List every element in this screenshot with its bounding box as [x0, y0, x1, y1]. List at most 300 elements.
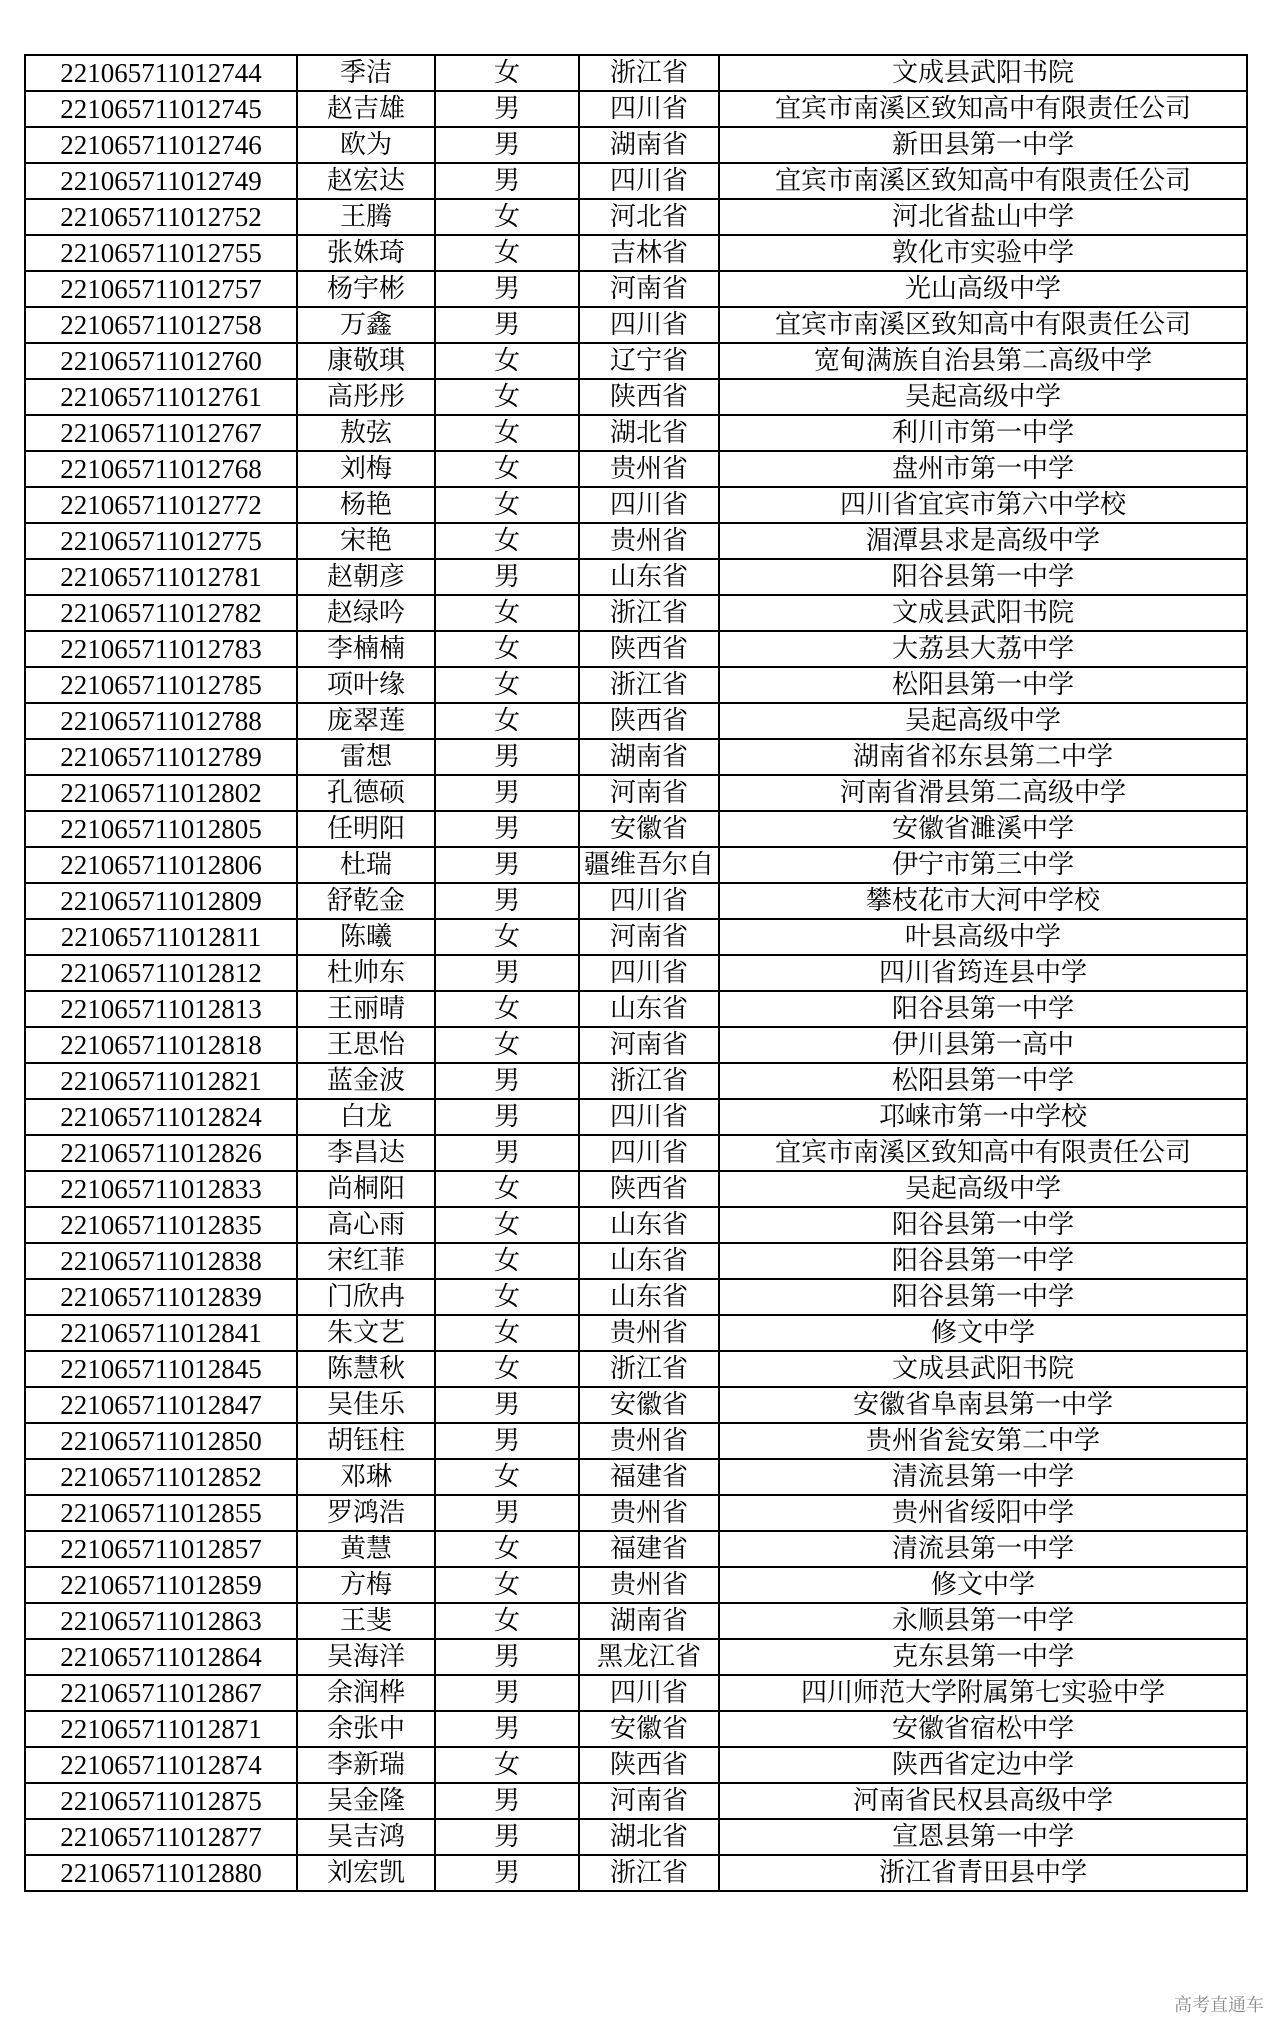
- province-cell: 福建省: [579, 1459, 719, 1495]
- table-row: [25, 1279, 1247, 1315]
- gender-cell: 男: [435, 1063, 579, 1099]
- school-cell: 安徽省阜南县第一中学: [719, 1387, 1247, 1423]
- school-cell: 永顺县第一中学: [719, 1603, 1247, 1639]
- student-name-cell: 赵吉雄: [297, 91, 435, 127]
- table-row: [25, 1423, 1247, 1459]
- gender-cell: 男: [435, 883, 579, 919]
- school-cell: 清流县第一中学: [719, 1531, 1247, 1567]
- roster-sheet: [24, 54, 1246, 1892]
- school-cell: 宣恩县第一中学: [719, 1819, 1247, 1855]
- table-row: [25, 91, 1247, 127]
- candidate-id-cell: 221065711012841: [25, 1315, 297, 1351]
- school-cell: 陕西省定边中学: [719, 1747, 1247, 1783]
- gender-cell: 男: [435, 775, 579, 811]
- school-cell: 河南省滑县第二高级中学: [719, 775, 1247, 811]
- province-cell: 四川省: [579, 883, 719, 919]
- student-name-cell: 杨宇彬: [297, 271, 435, 307]
- table-row: [25, 883, 1247, 919]
- candidate-id-cell: 221065711012775: [25, 523, 297, 559]
- roster-table-body: [25, 55, 1247, 1891]
- student-name-cell: 罗鸿浩: [297, 1495, 435, 1531]
- province-cell: 湖南省: [579, 127, 719, 163]
- gender-cell: 女: [435, 703, 579, 739]
- student-name-cell: 王腾: [297, 199, 435, 235]
- province-cell: 四川省: [579, 1675, 719, 1711]
- province-cell: 四川省: [579, 163, 719, 199]
- province-cell: 吉林省: [579, 235, 719, 271]
- candidate-id-cell: 221065711012806: [25, 847, 297, 883]
- province-cell: 山东省: [579, 1207, 719, 1243]
- candidate-id-cell: 221065711012746: [25, 127, 297, 163]
- table-row: [25, 1063, 1247, 1099]
- student-name-cell: 赵朝彦: [297, 559, 435, 595]
- candidate-id-cell: 221065711012852: [25, 1459, 297, 1495]
- gender-cell: 男: [435, 955, 579, 991]
- school-cell: 吴起高级中学: [719, 1171, 1247, 1207]
- candidate-id-cell: 221065711012839: [25, 1279, 297, 1315]
- school-cell: 安徽省濉溪中学: [719, 811, 1247, 847]
- student-name-cell: 吴佳乐: [297, 1387, 435, 1423]
- province-cell: 湖南省: [579, 739, 719, 775]
- province-cell: 四川省: [579, 91, 719, 127]
- table-row: [25, 595, 1247, 631]
- candidate-id-cell: 221065711012847: [25, 1387, 297, 1423]
- gender-cell: 男: [435, 739, 579, 775]
- candidate-id-cell: 221065711012760: [25, 343, 297, 379]
- province-cell: 湖南省: [579, 1603, 719, 1639]
- student-name-cell: 胡钰柱: [297, 1423, 435, 1459]
- province-cell: 山东省: [579, 559, 719, 595]
- province-cell: 河南省: [579, 775, 719, 811]
- student-name-cell: 方梅: [297, 1567, 435, 1603]
- gender-cell: 女: [435, 1459, 579, 1495]
- school-cell: 利川市第一中学: [719, 415, 1247, 451]
- province-cell: 福建省: [579, 1531, 719, 1567]
- candidate-id-cell: 221065711012818: [25, 1027, 297, 1063]
- student-name-cell: 项叶缘: [297, 667, 435, 703]
- table-row: [25, 1027, 1247, 1063]
- table-row: [25, 127, 1247, 163]
- table-row: [25, 1351, 1247, 1387]
- gender-cell: 男: [435, 1783, 579, 1819]
- candidate-id-cell: 221065711012781: [25, 559, 297, 595]
- table-row: [25, 1711, 1247, 1747]
- school-cell: 宜宾市南溪区致知高中有限责任公司: [719, 307, 1247, 343]
- table-row: [25, 847, 1247, 883]
- watermark: 高考直通车: [1174, 1995, 1264, 2016]
- school-cell: 湖南省祁东县第二中学: [719, 739, 1247, 775]
- student-name-cell: 庞翠莲: [297, 703, 435, 739]
- candidate-id-cell: 221065711012782: [25, 595, 297, 631]
- table-row: [25, 523, 1247, 559]
- student-name-cell: 敖弦: [297, 415, 435, 451]
- province-cell: 安徽省: [579, 1387, 719, 1423]
- province-cell: 四川省: [579, 1135, 719, 1171]
- province-cell: 湖北省: [579, 415, 719, 451]
- gender-cell: 女: [435, 595, 579, 631]
- table-row: [25, 1135, 1247, 1171]
- table-row: [25, 991, 1247, 1027]
- school-cell: 宜宾市南溪区致知高中有限责任公司: [719, 1135, 1247, 1171]
- province-cell: 浙江省: [579, 1351, 719, 1387]
- table-row: [25, 1639, 1247, 1675]
- student-name-cell: 康敬琪: [297, 343, 435, 379]
- school-cell: 宽甸满族自治县第二高级中学: [719, 343, 1247, 379]
- gender-cell: 男: [435, 307, 579, 343]
- province-cell: 河南省: [579, 919, 719, 955]
- school-cell: 大荔县大荔中学: [719, 631, 1247, 667]
- table-row: [25, 919, 1247, 955]
- student-name-cell: 陈曦: [297, 919, 435, 955]
- school-cell: 贵州省瓮安第二中学: [719, 1423, 1247, 1459]
- province-cell: 黑龙江省: [579, 1639, 719, 1675]
- student-name-cell: 吴吉鸿: [297, 1819, 435, 1855]
- school-cell: 伊宁市第三中学: [719, 847, 1247, 883]
- gender-cell: 男: [435, 1639, 579, 1675]
- table-row: [25, 235, 1247, 271]
- school-cell: 阳谷县第一中学: [719, 991, 1247, 1027]
- gender-cell: 女: [435, 523, 579, 559]
- student-name-cell: 杜帅东: [297, 955, 435, 991]
- candidate-id-cell: 221065711012877: [25, 1819, 297, 1855]
- school-cell: 松阳县第一中学: [719, 667, 1247, 703]
- school-cell: 文成县武阳书院: [719, 55, 1247, 91]
- candidate-id-cell: 221065711012835: [25, 1207, 297, 1243]
- school-cell: 阳谷县第一中学: [719, 1243, 1247, 1279]
- gender-cell: 女: [435, 1567, 579, 1603]
- student-name-cell: 孔德硕: [297, 775, 435, 811]
- province-cell: 陕西省: [579, 1171, 719, 1207]
- table-row: [25, 1531, 1247, 1567]
- table-row: [25, 1819, 1247, 1855]
- table-row: [25, 1387, 1247, 1423]
- student-name-cell: 尚桐阳: [297, 1171, 435, 1207]
- province-cell: 山东省: [579, 1243, 719, 1279]
- school-cell: 文成县武阳书院: [719, 595, 1247, 631]
- school-cell: 宜宾市南溪区致知高中有限责任公司: [719, 163, 1247, 199]
- province-cell: 四川省: [579, 307, 719, 343]
- province-cell: 安徽省: [579, 811, 719, 847]
- school-cell: 四川省筠连县中学: [719, 955, 1247, 991]
- candidate-id-cell: 221065711012864: [25, 1639, 297, 1675]
- roster-table: [24, 54, 1248, 1892]
- student-name-cell: 余张中: [297, 1711, 435, 1747]
- school-cell: 清流县第一中学: [719, 1459, 1247, 1495]
- student-name-cell: 李昌达: [297, 1135, 435, 1171]
- province-cell: 浙江省: [579, 1855, 719, 1891]
- student-name-cell: 吴金隆: [297, 1783, 435, 1819]
- province-cell: 陕西省: [579, 379, 719, 415]
- student-name-cell: 赵绿吟: [297, 595, 435, 631]
- school-cell: 安徽省宿松中学: [719, 1711, 1247, 1747]
- student-name-cell: 宋艳: [297, 523, 435, 559]
- student-name-cell: 李楠楠: [297, 631, 435, 667]
- student-name-cell: 李新瑞: [297, 1747, 435, 1783]
- candidate-id-cell: 221065711012880: [25, 1855, 297, 1891]
- student-name-cell: 白龙: [297, 1099, 435, 1135]
- student-name-cell: 任明阳: [297, 811, 435, 847]
- province-cell: 山东省: [579, 991, 719, 1027]
- student-name-cell: 王丽晴: [297, 991, 435, 1027]
- student-name-cell: 门欣冉: [297, 1279, 435, 1315]
- province-cell: 山东省: [579, 1279, 719, 1315]
- gender-cell: 女: [435, 1603, 579, 1639]
- candidate-id-cell: 221065711012805: [25, 811, 297, 847]
- gender-cell: 女: [435, 667, 579, 703]
- province-cell: 贵州省: [579, 451, 719, 487]
- province-cell: 浙江省: [579, 1063, 719, 1099]
- province-cell: 贵州省: [579, 1567, 719, 1603]
- table-row: [25, 1243, 1247, 1279]
- table-row: [25, 1459, 1247, 1495]
- school-cell: 修文中学: [719, 1567, 1247, 1603]
- gender-cell: 女: [435, 991, 579, 1027]
- table-row: [25, 775, 1247, 811]
- table-row: [25, 703, 1247, 739]
- gender-cell: 男: [435, 1495, 579, 1531]
- candidate-id-cell: 221065711012744: [25, 55, 297, 91]
- candidate-id-cell: 221065711012863: [25, 1603, 297, 1639]
- table-row: [25, 271, 1247, 307]
- school-cell: 四川师范大学附属第七实验中学: [719, 1675, 1247, 1711]
- table-row: [25, 379, 1247, 415]
- province-cell: 浙江省: [579, 55, 719, 91]
- gender-cell: 女: [435, 631, 579, 667]
- candidate-id-cell: 221065711012838: [25, 1243, 297, 1279]
- gender-cell: 男: [435, 847, 579, 883]
- province-cell: 湖北省: [579, 1819, 719, 1855]
- student-name-cell: 刘梅: [297, 451, 435, 487]
- school-cell: 新田县第一中学: [719, 127, 1247, 163]
- student-name-cell: 王斐: [297, 1603, 435, 1639]
- gender-cell: 女: [435, 451, 579, 487]
- student-name-cell: 杜瑞: [297, 847, 435, 883]
- student-name-cell: 舒乾金: [297, 883, 435, 919]
- candidate-id-cell: 221065711012768: [25, 451, 297, 487]
- candidate-id-cell: 221065711012833: [25, 1171, 297, 1207]
- province-cell: 河南省: [579, 1783, 719, 1819]
- province-cell: 浙江省: [579, 667, 719, 703]
- gender-cell: 男: [435, 127, 579, 163]
- school-cell: 吴起高级中学: [719, 379, 1247, 415]
- gender-cell: 男: [435, 1099, 579, 1135]
- province-cell: 辽宁省: [579, 343, 719, 379]
- candidate-id-cell: 221065711012855: [25, 1495, 297, 1531]
- school-cell: 浙江省青田县中学: [719, 1855, 1247, 1891]
- gender-cell: 女: [435, 1171, 579, 1207]
- province-cell: 浙江省: [579, 595, 719, 631]
- student-name-cell: 杨艳: [297, 487, 435, 523]
- gender-cell: 女: [435, 235, 579, 271]
- student-name-cell: 余润桦: [297, 1675, 435, 1711]
- gender-cell: 男: [435, 163, 579, 199]
- table-row: [25, 1783, 1247, 1819]
- candidate-id-cell: 221065711012813: [25, 991, 297, 1027]
- candidate-id-cell: 221065711012809: [25, 883, 297, 919]
- candidate-id-cell: 221065711012767: [25, 415, 297, 451]
- table-row: [25, 1315, 1247, 1351]
- table-row: [25, 451, 1247, 487]
- school-cell: 河北省盐山中学: [719, 199, 1247, 235]
- gender-cell: 女: [435, 487, 579, 523]
- school-cell: 修文中学: [719, 1315, 1247, 1351]
- candidate-id-cell: 221065711012826: [25, 1135, 297, 1171]
- candidate-id-cell: 221065711012788: [25, 703, 297, 739]
- province-cell: 陕西省: [579, 703, 719, 739]
- table-row: [25, 559, 1247, 595]
- student-name-cell: 陈慧秋: [297, 1351, 435, 1387]
- table-row: [25, 1603, 1247, 1639]
- student-name-cell: 吴海洋: [297, 1639, 435, 1675]
- school-cell: 阳谷县第一中学: [719, 559, 1247, 595]
- candidate-id-cell: 221065711012871: [25, 1711, 297, 1747]
- school-cell: 攀枝花市大河中学校: [719, 883, 1247, 919]
- school-cell: 河南省民权县高级中学: [719, 1783, 1247, 1819]
- student-name-cell: 刘宏凯: [297, 1855, 435, 1891]
- table-row: [25, 1495, 1247, 1531]
- candidate-id-cell: 221065711012802: [25, 775, 297, 811]
- school-cell: 湄潭县求是高级中学: [719, 523, 1247, 559]
- candidate-id-cell: 221065711012757: [25, 271, 297, 307]
- table-row: [25, 631, 1247, 667]
- province-cell: 安徽省: [579, 1711, 719, 1747]
- student-name-cell: 高心雨: [297, 1207, 435, 1243]
- table-row: [25, 487, 1247, 523]
- school-cell: 松阳县第一中学: [719, 1063, 1247, 1099]
- table-row: [25, 739, 1247, 775]
- candidate-id-cell: 221065711012789: [25, 739, 297, 775]
- gender-cell: 男: [435, 559, 579, 595]
- gender-cell: 女: [435, 379, 579, 415]
- province-cell: 陕西省: [579, 1747, 719, 1783]
- table-row: [25, 811, 1247, 847]
- gender-cell: 男: [435, 1819, 579, 1855]
- student-name-cell: 高彤彤: [297, 379, 435, 415]
- candidate-id-cell: 221065711012749: [25, 163, 297, 199]
- gender-cell: 男: [435, 91, 579, 127]
- gender-cell: 女: [435, 1315, 579, 1351]
- gender-cell: 男: [435, 811, 579, 847]
- student-name-cell: 张姝琦: [297, 235, 435, 271]
- province-cell: 四川省: [579, 955, 719, 991]
- table-row: [25, 1099, 1247, 1135]
- gender-cell: 女: [435, 1531, 579, 1567]
- student-name-cell: 万鑫: [297, 307, 435, 343]
- school-cell: 阳谷县第一中学: [719, 1207, 1247, 1243]
- gender-cell: 男: [435, 1711, 579, 1747]
- school-cell: 邛崃市第一中学校: [719, 1099, 1247, 1135]
- candidate-id-cell: 221065711012772: [25, 487, 297, 523]
- candidate-id-cell: 221065711012845: [25, 1351, 297, 1387]
- province-cell: 贵州省: [579, 523, 719, 559]
- candidate-id-cell: 221065711012752: [25, 199, 297, 235]
- student-name-cell: 邓琳: [297, 1459, 435, 1495]
- school-cell: 克东县第一中学: [719, 1639, 1247, 1675]
- gender-cell: 女: [435, 343, 579, 379]
- school-cell: 阳谷县第一中学: [719, 1279, 1247, 1315]
- student-name-cell: 赵宏达: [297, 163, 435, 199]
- table-row: [25, 199, 1247, 235]
- candidate-id-cell: 221065711012761: [25, 379, 297, 415]
- table-row: [25, 955, 1247, 991]
- table-row: [25, 1747, 1247, 1783]
- candidate-id-cell: 221065711012857: [25, 1531, 297, 1567]
- gender-cell: 女: [435, 1279, 579, 1315]
- candidate-id-cell: 221065711012812: [25, 955, 297, 991]
- table-row: [25, 415, 1247, 451]
- table-row: [25, 307, 1247, 343]
- province-cell: 河南省: [579, 271, 719, 307]
- school-cell: 叶县高级中学: [719, 919, 1247, 955]
- table-row: [25, 343, 1247, 379]
- candidate-id-cell: 221065711012874: [25, 1747, 297, 1783]
- table-row: [25, 55, 1247, 91]
- province-cell: 河南省: [579, 1027, 719, 1063]
- gender-cell: 女: [435, 55, 579, 91]
- student-name-cell: 蓝金波: [297, 1063, 435, 1099]
- province-cell: 陕西省: [579, 631, 719, 667]
- province-cell: 贵州省: [579, 1315, 719, 1351]
- gender-cell: 女: [435, 1243, 579, 1279]
- candidate-id-cell: 221065711012783: [25, 631, 297, 667]
- candidate-id-cell: 221065711012758: [25, 307, 297, 343]
- province-cell: 贵州省: [579, 1423, 719, 1459]
- candidate-id-cell: 221065711012745: [25, 91, 297, 127]
- school-cell: 光山高级中学: [719, 271, 1247, 307]
- gender-cell: 女: [435, 199, 579, 235]
- province-cell: 四川省: [579, 1099, 719, 1135]
- candidate-id-cell: 221065711012875: [25, 1783, 297, 1819]
- student-name-cell: 朱文艺: [297, 1315, 435, 1351]
- student-name-cell: 王思怡: [297, 1027, 435, 1063]
- province-cell: 疆维吾尔自: [579, 847, 719, 883]
- gender-cell: 女: [435, 415, 579, 451]
- candidate-id-cell: 221065711012859: [25, 1567, 297, 1603]
- gender-cell: 男: [435, 1423, 579, 1459]
- table-row: [25, 163, 1247, 199]
- school-cell: 文成县武阳书院: [719, 1351, 1247, 1387]
- gender-cell: 女: [435, 1207, 579, 1243]
- school-cell: 贵州省绥阳中学: [719, 1495, 1247, 1531]
- school-cell: 盘州市第一中学: [719, 451, 1247, 487]
- gender-cell: 女: [435, 919, 579, 955]
- table-row: [25, 667, 1247, 703]
- gender-cell: 女: [435, 1027, 579, 1063]
- candidate-id-cell: 221065711012821: [25, 1063, 297, 1099]
- province-cell: 河北省: [579, 199, 719, 235]
- gender-cell: 男: [435, 1387, 579, 1423]
- table-row: [25, 1567, 1247, 1603]
- school-cell: 四川省宜宾市第六中学校: [719, 487, 1247, 523]
- school-cell: 宜宾市南溪区致知高中有限责任公司: [719, 91, 1247, 127]
- gender-cell: 男: [435, 1135, 579, 1171]
- gender-cell: 男: [435, 1675, 579, 1711]
- candidate-id-cell: 221065711012811: [25, 919, 297, 955]
- candidate-id-cell: 221065711012850: [25, 1423, 297, 1459]
- student-name-cell: 宋红菲: [297, 1243, 435, 1279]
- province-cell: 四川省: [579, 487, 719, 523]
- gender-cell: 女: [435, 1747, 579, 1783]
- gender-cell: 女: [435, 1351, 579, 1387]
- gender-cell: 男: [435, 1855, 579, 1891]
- student-name-cell: 欧为: [297, 127, 435, 163]
- school-cell: 伊川县第一高中: [719, 1027, 1247, 1063]
- candidate-id-cell: 221065711012785: [25, 667, 297, 703]
- student-name-cell: 雷想: [297, 739, 435, 775]
- table-row: [25, 1675, 1247, 1711]
- candidate-id-cell: 221065711012867: [25, 1675, 297, 1711]
- gender-cell: 男: [435, 271, 579, 307]
